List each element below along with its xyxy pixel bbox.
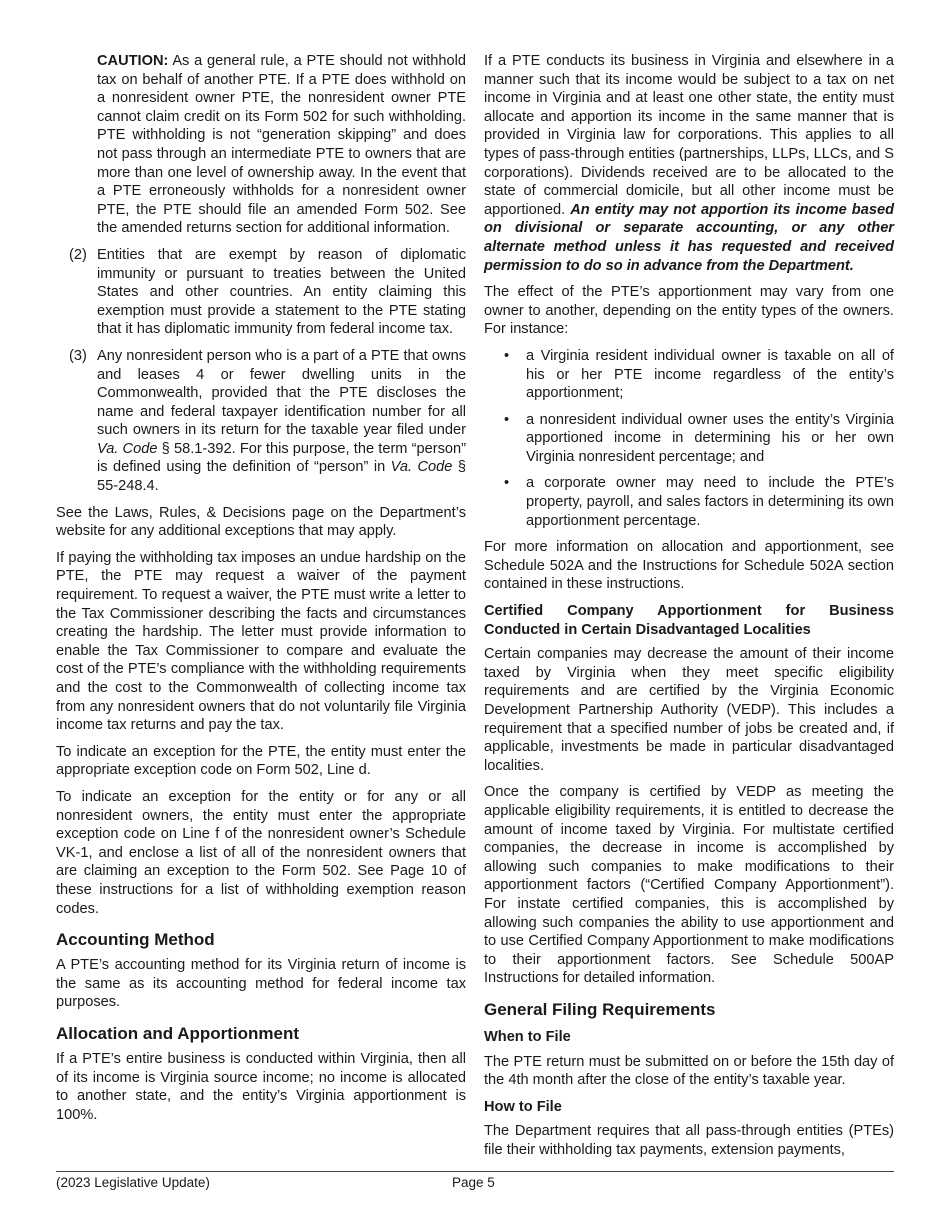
list-item-text: a Virginia resident individual owner is taxable on all of his or her PTE income regardless of the entity’s apportionment; <box>526 347 894 402</box>
conducts-emphasis: An entity may not apportion its income based on divisional or separate accounting, or any other alternate method unless it has requested and received permission to do so in advance from the Department. <box>484 201 894 274</box>
list-item <box>484 411 894 467</box>
how-to-file-paragraph: The Department requires that all pass-through entities (PTEs) file their withholding tax payments, extension payments, <box>484 1123 894 1158</box>
footer-edition: (2023 Legislative Update) <box>56 1175 210 1190</box>
more-info-paragraph: For more information on allocation and apportionment, see Schedule 502A and the Instructions for Schedule 502A section contained in these instructions. <box>484 539 894 593</box>
conducts-text: If a PTE conducts its business in Virginia and elsewhere in a manner such that its income would be subject to a tax on net income in Virginia and at least one other state, the entity must allocate and apportion its income in the same manner that is provided in Virginia law for corporations. This applies to all types of pass-through entities (partnerships, LLPs, LLCs, and S corporations). Dividends received are to be allocated to the state of commercial domicile, but all other income must be apportioned. <box>484 53 894 218</box>
exemption-item-2 <box>56 246 466 339</box>
conducts-paragraph <box>484 52 894 275</box>
list-item-text: a corporate owner may need to include the PTE’s property, payroll, and sales factors in determining its own apportionment percentage. <box>526 475 894 529</box>
list-item <box>484 347 894 403</box>
certified-heading: Certified Company Apportionment for Business Conducted in Certain Disadvantaged Localities <box>484 603 894 638</box>
allocation-paragraph: If a PTE’s entire business is conducted within Virginia, then all of its income is Virginia source income; no income is allocated to another state, and the entity’s Virginia apportionment is 100%. <box>56 1050 466 1123</box>
when-to-file-paragraph: The PTE return must be submitted on or before the 15th day of the 4th month after the close of the entity’s taxable year. <box>484 1053 894 1089</box>
accounting-heading: Accounting Method <box>56 930 215 950</box>
item-number: (3) <box>69 347 87 364</box>
accounting-paragraph: A PTE’s accounting method for its Virginia return of income is the same as its accounting method for federal income tax purposes. <box>56 957 466 1011</box>
item-text: § 58.1-392. For this purpose, the term “person” is defined using the definition of “person” in <box>97 440 466 476</box>
bullet-icon: • <box>504 475 510 492</box>
bullet-icon: • <box>504 411 510 428</box>
general-filing-heading: General Filing Requirements <box>484 999 716 1019</box>
code-citation: Va. Code <box>97 440 158 457</box>
owner-bullet-list <box>484 347 894 530</box>
effect-paragraph: The effect of the PTE’s apportionment may vary from one owner to another, depending on the entity types of the owners. For instance: <box>484 284 894 338</box>
item-text: Any nonresident person who is a part of a PTE that owns and leases 4 or fewer dwelling units in the Commonwealth, provided that the PTE discloses the name and federal taxpayer identification number for all such owners in its return for the taxable year filed under <box>97 347 466 439</box>
item-text: Entities that are exempt by reason of diplomatic immunity or pursuant to treaties between the United States and other countries. An entity claiming this exemption must provide a statement to the PTE stating that it has diplomatic immunity from federal income tax. <box>97 246 466 338</box>
caution-paragraph <box>97 52 466 238</box>
bullet-icon: • <box>504 347 510 364</box>
footer-divider <box>56 1171 894 1172</box>
page-number: Page 5 <box>452 1175 495 1190</box>
exemption-item-3 <box>56 347 466 496</box>
laws-paragraph: See the Laws, Rules, & Decisions page on the Department’s website for any additional exceptions that may apply. <box>56 504 466 540</box>
allocation-heading: Allocation and Apportionment <box>56 1023 300 1043</box>
item-text: § 55-248.4. <box>97 459 466 495</box>
once-paragraph: Once the company is certified by VEDP as meeting the applicable eligibility requirements, it is entitled to decrease the amount of income taxed by Virginia. For multistate certified companies, the decrease in income is accomplished by allowing such companies to make modifications to their apportionment factors (“Certified Company Apportionment”). For instate certified companies, this is accomplished by allowing such companies the ability to use apportionment and to use Certified Company Apportionment to make modifications to their apportionment factors. See Schedule 500AP Instructions for detailed information. <box>484 784 894 987</box>
how-to-file-heading: How to File <box>484 1098 562 1115</box>
exception-pte-paragraph: To indicate an exception for the PTE, the entity must enter the appropriate exception code on Form 502, Line d. <box>56 743 466 779</box>
when-to-file-heading: When to File <box>484 1028 571 1045</box>
hardship-paragraph: If paying the withholding tax imposes an undue hardship on the PTE, the PTE may request a waiver of the payment requirement. To request a waiver, the PTE must write a letter to the Tax Commissioner describing the facts and circumstances creating the hardship. The letter must provide information to enable the Tax Commissioner to compare and evaluate the cost of the PTE’s compliance with the withholding requirements and the cost to the Commonwealth of collecting income tax from any nonresident owners that do not voluntarily file Virginia income tax returns and pay the tax. <box>56 549 466 734</box>
list-item-text: a nonresident individual owner uses the entity’s Virginia apportioned income in determining his or her own Virginia nonresident percentage; and <box>526 411 894 465</box>
left-column <box>56 52 466 1132</box>
caution-text: As a general rule, a PTE should not withhold tax on behalf of another PTE. If a PTE does withhold on a nonresident owner PTE, the nonresident owner PTE cannot claim credit on its Form 502 for such withholding. PTE withholding is not “generation skipping” and does not pass through an intermediate PTE to owners that are more than one level of ownership away. In the event that a PTE erroneously withholds for a nonresident owner PTE, the PTE should file an amended Form 502. See the amended returns section for additional information. <box>97 53 466 237</box>
right-column <box>484 52 894 1167</box>
list-item <box>484 474 894 530</box>
code-citation: Va. Code <box>390 459 453 476</box>
certain-paragraph: Certain companies may decrease the amount of their income taxed by Virginia when they meet specific eligibility requirements and are certified by the Virginia Economic Development Partnership Authority (VEDP). This includes a requirement that a specified number of jobs be created and, if applicable, investments be made in particular disadvantaged localities. <box>484 646 894 774</box>
caution-label: CAUTION: <box>97 53 169 69</box>
exception-owner-paragraph: To indicate an exception for the entity or for any or all nonresident owners, the entity must enter the appropriate exception code on Line f of the nonresident owner’s Schedule VK-1, and enclose a list of all of the nonresident owners that are claiming an exception to the Form 502. See Page 10 of these instructions for a list of withholding exemption reason codes. <box>56 788 466 917</box>
item-number: (2) <box>69 246 87 263</box>
